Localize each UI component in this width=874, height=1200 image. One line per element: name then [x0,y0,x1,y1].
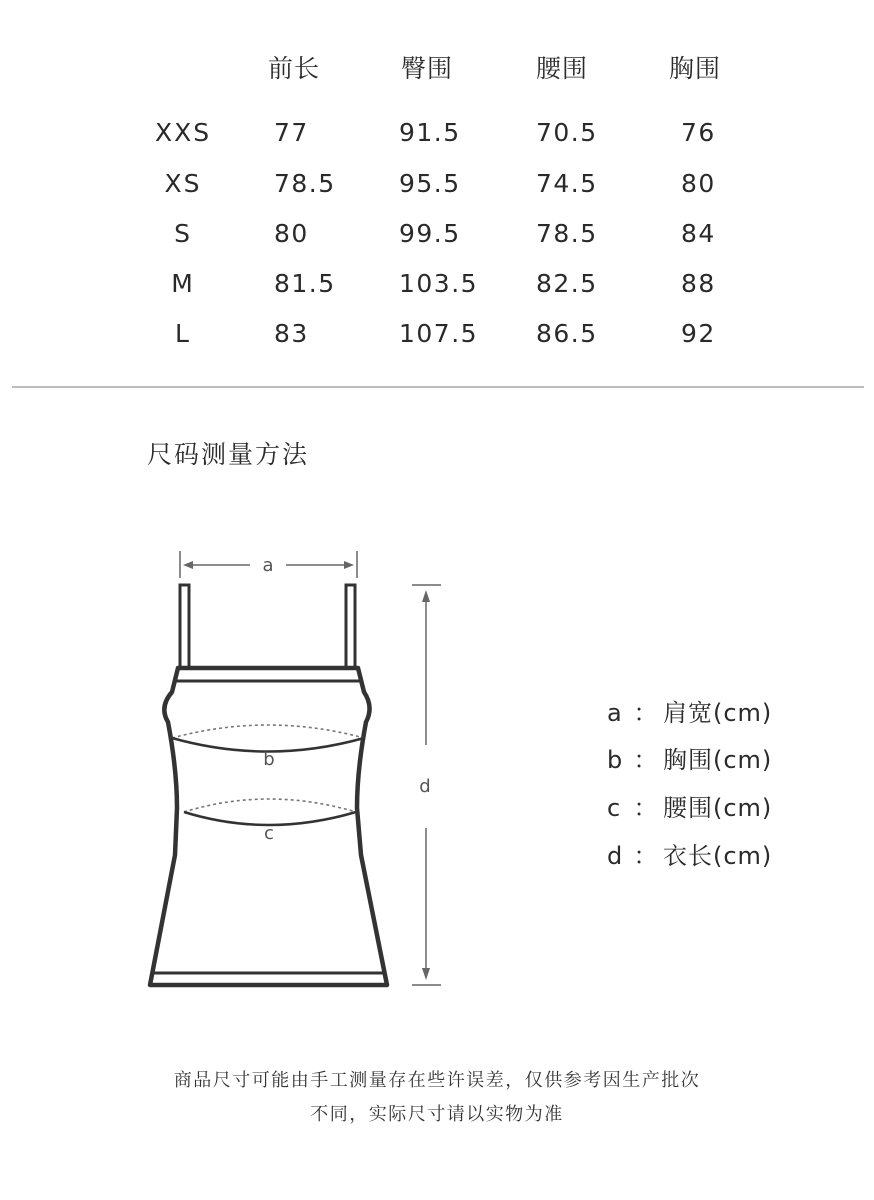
left-strap [180,585,189,668]
table-cell: 88 [681,269,716,298]
legend-item-c: c ： 腰围(cm) [607,794,773,822]
table-cell: 81.5 [274,269,336,298]
table-cell: 86.5 [536,319,598,348]
table-cell: 103.5 [399,269,479,298]
arrow-left-icon [183,561,193,569]
size-label: M [171,269,195,298]
table-cell: 80 [681,169,716,198]
arrow-up-icon [422,590,430,602]
table-cell: 76 [681,118,716,147]
table-cell: 91.5 [399,118,461,147]
table-cell: 78.5 [274,169,336,198]
label-d: d [419,776,431,797]
legend-item-d: d ： 衣长(cm) [607,842,773,870]
arrow-right-icon [344,561,354,569]
table-cell: 78.5 [536,219,598,248]
table-cell: 77 [274,118,309,147]
table-cell: 95.5 [399,169,461,198]
size-label: S [174,219,192,248]
legend-item-b: b ： 胸围(cm) [607,746,773,774]
footnote-line-2: 不同，实际尺寸请以实物为准 [310,1104,564,1125]
section-title: 尺码测量方法 [147,440,310,469]
column-header-front-length: 前长 [268,54,321,83]
size-label: L [175,319,191,348]
table-cell: 92 [681,319,716,348]
label-c: c [264,823,274,844]
size-label: XXS [154,118,212,147]
column-header-chest: 胸围 [669,54,722,83]
size-label: XS [164,169,202,198]
arrow-down-icon [422,968,430,980]
footnote-line-1: 商品尺寸可能由手工测量存在些许误差，仅供参考因生产批次 [173,1070,701,1091]
table-cell: 99.5 [399,219,461,248]
table-cell: 80 [274,219,309,248]
right-strap [346,585,355,668]
table-cell: 70.5 [536,118,598,147]
section-divider [12,386,864,388]
table-cell: 82.5 [536,269,598,298]
table-cell: 107.5 [399,319,479,348]
label-a: a [262,555,274,576]
legend-item-a: a ： 肩宽(cm) [607,699,773,727]
column-header-waist: 腰围 [536,54,589,83]
table-cell: 74.5 [536,169,598,198]
table-cell: 83 [274,319,309,348]
table-cell: 84 [681,219,716,248]
label-b: b [263,749,275,770]
column-header-hip: 臀围 [401,54,454,83]
